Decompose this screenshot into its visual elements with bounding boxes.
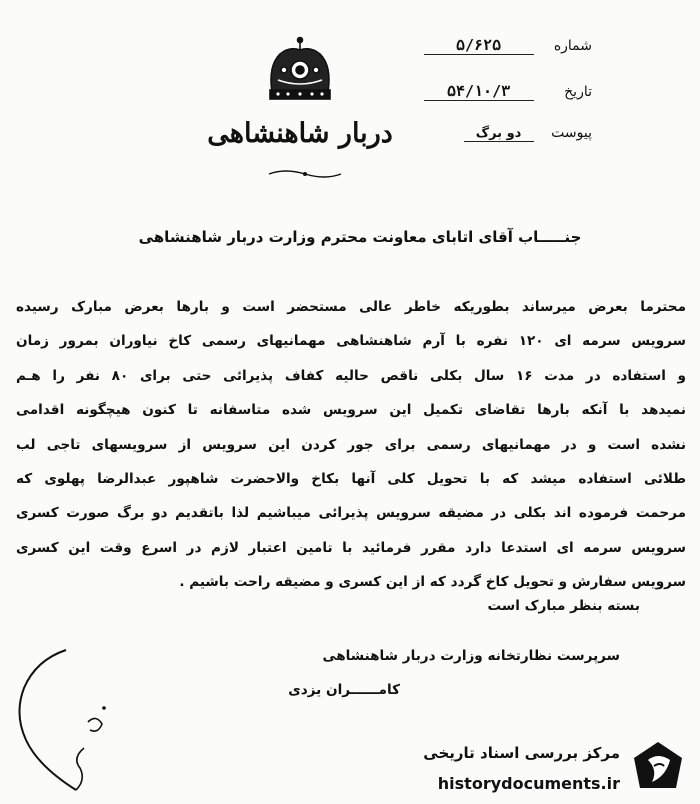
number-label: شماره bbox=[553, 38, 592, 54]
body-line: محترما بعرض میرساند بطوریکه خاطر عالی مستحضر است و بارها بعرض مبارک رسیده bbox=[16, 299, 686, 315]
body-line: نمیدهد با آنکه بارها تقاضای تکمیل این سرویس شده متاسفانه تا کنون هیچگونه اقدامی bbox=[16, 402, 686, 419]
handwritten-signature bbox=[6, 640, 126, 800]
reference-number-row bbox=[424, 36, 592, 55]
archive-logo-icon bbox=[630, 738, 686, 794]
archive-name: مرکز بررسی اسناد تاریخی bbox=[423, 744, 620, 762]
reference-date-row bbox=[424, 82, 592, 101]
body-line: و استفاده در مدت ۱۶ سال بکلی ناقص حالیه کفاف پذیرائی حتی برای ۸۰ نفر را هـم bbox=[16, 367, 686, 384]
closing-phrase: بسته بنظر مبارک است bbox=[487, 598, 640, 614]
archive-url: historydocuments.ir bbox=[437, 774, 620, 793]
pahlavi-crown-emblem bbox=[258, 36, 342, 106]
body-line: نشده است و در مهمانیهای رسمی برای جور کردن این سرویس از سرویسهای تاجی لب bbox=[16, 436, 686, 453]
addressee-line: جنـــــاب آقای اتابای معاونت محترم وزارت دربار شاهنشاهی bbox=[138, 228, 582, 246]
letter-body bbox=[16, 290, 686, 600]
reference-attachment-row bbox=[464, 125, 592, 142]
attachment-label: پیوست bbox=[551, 125, 592, 141]
body-line: مرحمت فرموده اند بکلی در مضیقه سرویس پذیرائی میباشیم لذا باتقدیم دو برگ صورت کسری bbox=[16, 505, 686, 522]
body-line: سرویس سفارش و تحویل کاخ گردد که از این کسری و مضیقه راحت باشیم . bbox=[179, 574, 686, 591]
date-label: تاریخ bbox=[564, 84, 592, 100]
signatory-name: کامــــــران یزدی bbox=[288, 682, 400, 698]
body-line: سرویس سرمه ای استدعا دارد مقرر فرمائید با تامین اعتبار لازم در اسرع وقت این کسری bbox=[16, 539, 686, 556]
body-line: طلائی استفاده میشد که با تحویل کلی آنها بکاخ والاحضرت شاهپور عبدالرضا پهلوی که bbox=[16, 470, 686, 487]
number-value: ۵/۶۲۵ bbox=[424, 36, 534, 55]
body-line: سرویس سرمه ای ۱۲۰ نفره با آرم شاهنشاهی مهمانیهای رسمی کاخ نیاوران بمرور زمان bbox=[16, 333, 686, 350]
date-value: ۵۴/۱۰/۳ bbox=[424, 82, 534, 101]
court-name-heading: دربار شاهنشاهی bbox=[207, 118, 393, 149]
header-flourish bbox=[265, 166, 345, 182]
attachment-value: دو برگ bbox=[464, 126, 534, 142]
signatory-title: سرپرست نظارتخانه وزارت دربار شاهنشاهی bbox=[322, 648, 620, 664]
